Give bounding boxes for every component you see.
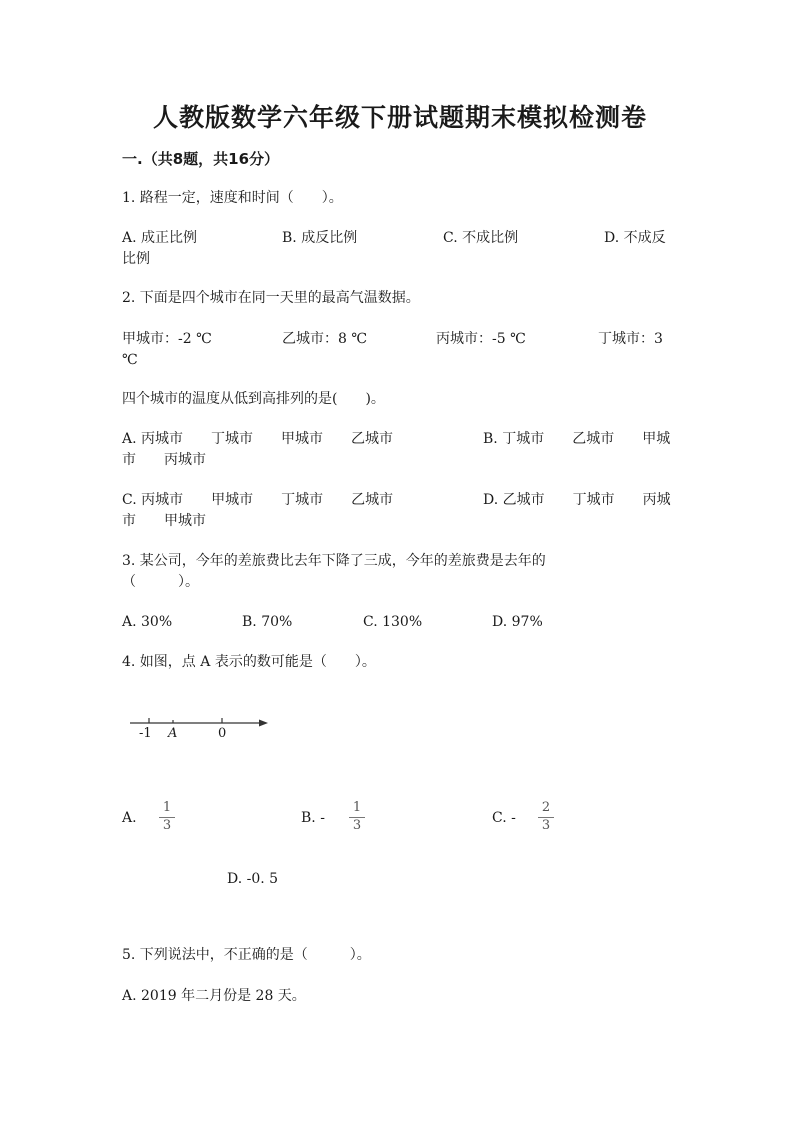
- q2-option-d[interactable]: D. 乙城市 丁城市 丙城: [483, 492, 671, 508]
- number-line-figure: [128, 712, 278, 748]
- q2-city-jia: 甲城市：-2 ℃: [122, 331, 212, 347]
- q3-option-d[interactable]: D. 97%: [492, 614, 543, 630]
- q2-option-b[interactable]: B. 丁城市 乙城市 甲城: [483, 431, 671, 447]
- fraction-numerator: 1: [352, 800, 362, 815]
- fraction-denominator: 3: [162, 818, 172, 833]
- label-point-a: A: [168, 726, 178, 741]
- q3-stem-wrap: （ ）。: [122, 574, 199, 590]
- q2-option-d-wrap: 市 甲城市: [122, 513, 206, 529]
- q5-option-a[interactable]: A. 2019 年二月份是 28 天。: [122, 988, 306, 1004]
- q2-city-bing: 丙城市：-5 ℃: [436, 331, 526, 347]
- q4-option-b-fraction: [349, 801, 365, 833]
- section-heading: 一.（共8题，共16分）: [122, 150, 280, 168]
- q2-option-a[interactable]: A. 丙城市 丁城市 甲城市 乙城市: [122, 431, 394, 447]
- q2-city-ding-wrap: ℃: [122, 352, 138, 368]
- q2-city-yi: 乙城市：8 ℃: [282, 331, 368, 347]
- q3-stem: 3. 某公司，今年的差旅费比去年下降了三成，今年的差旅费是去年的: [122, 553, 546, 569]
- q1-option-d[interactable]: D. 不成反: [604, 230, 666, 246]
- q2-prompt: 四个城市的温度从低到高排列的是( )。: [122, 391, 385, 407]
- fraction-numerator: 1: [162, 800, 172, 815]
- q1-option-c[interactable]: C. 不成比例: [443, 230, 519, 246]
- page-title: 人教版数学六年级下册试题期末模拟检测卷: [152, 103, 647, 132]
- q4-option-d[interactable]: D. -0. 5: [227, 871, 279, 887]
- q1-option-b[interactable]: B. 成反比例: [282, 230, 358, 246]
- q1-option-d-wrap: 比例: [122, 251, 150, 267]
- fraction-numerator: 2: [541, 800, 551, 815]
- q4-option-b[interactable]: B. -: [301, 810, 325, 826]
- q2-city-ding: 丁城市：3: [598, 331, 663, 347]
- q1-option-a[interactable]: A. 成正比例: [122, 230, 198, 246]
- q3-option-b[interactable]: B. 70%: [242, 614, 293, 630]
- fraction-denominator: 3: [352, 818, 362, 833]
- q4-option-a[interactable]: A.: [122, 810, 137, 826]
- q4-option-c-fraction: [538, 801, 554, 833]
- arrow-right-icon: [259, 720, 268, 727]
- q3-option-a[interactable]: A. 30%: [122, 614, 173, 630]
- q4-stem: 4. 如图，点 A 表示的数可能是（ ）。: [122, 654, 376, 670]
- label-minus-one: -1: [139, 726, 152, 741]
- q1-stem: 1. 路程一定，速度和时间（ ）。: [122, 190, 343, 206]
- q4-option-a-fraction: [159, 801, 175, 833]
- q2-stem: 2. 下面是四个城市在同一天里的最高气温数据。: [122, 290, 420, 306]
- label-zero: 0: [218, 726, 227, 741]
- q3-option-c[interactable]: C. 130%: [363, 614, 423, 630]
- q2-option-b-wrap: 市 丙城市: [122, 452, 206, 468]
- q5-stem: 5. 下列说法中，不正确的是（ ）。: [122, 947, 371, 963]
- fraction-denominator: 3: [541, 818, 551, 833]
- q2-option-c[interactable]: C. 丙城市 甲城市 丁城市 乙城市: [122, 492, 394, 508]
- q4-option-c[interactable]: C. -: [492, 810, 516, 826]
